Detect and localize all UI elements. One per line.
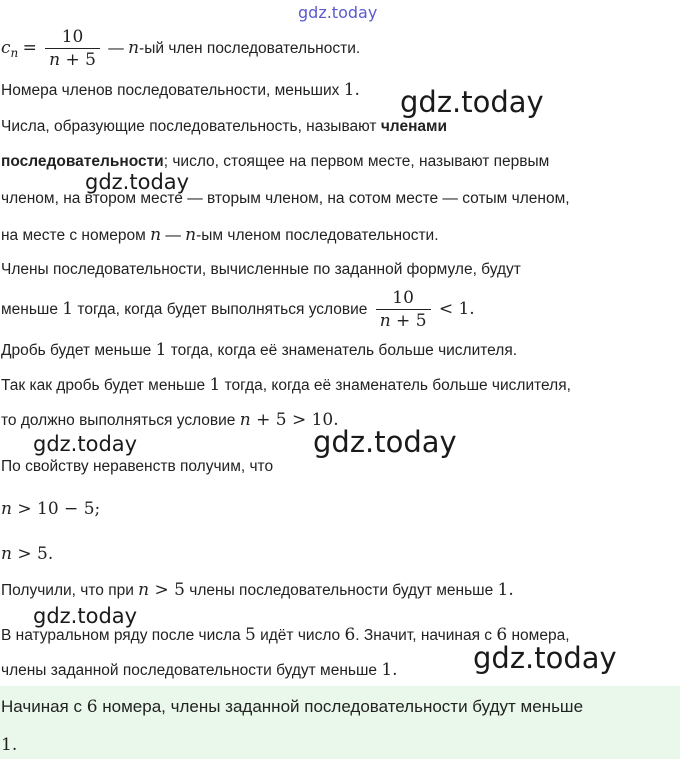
formula-sub: n	[10, 46, 19, 61]
paragraph: Члены последовательности, вычисленные по заданной формуле, будут	[1, 261, 521, 278]
paragraph: члены заданной последовательности будут меньше 1.	[1, 660, 398, 680]
answer-line: 1.	[1, 735, 18, 755]
paragraph: В натуральном ряду после числа 5 идёт число 6. Значит, начиная с 6 номера,	[1, 625, 570, 645]
answer-box	[0, 686, 680, 759]
watermark: gdz.today	[85, 170, 190, 194]
paragraph-with-fraction: меньше 1 тогда, когда будет выполняться условие $\frac{10}{n + 5}$ < 1.	[1, 288, 475, 332]
paragraph: Дробь будет меньше 1 тогда, когда её знаменатель больше числителя.	[1, 340, 518, 360]
formula-tail: -ый член последовательности.	[139, 40, 361, 57]
answer-line: Начиная с 6 номера, члены заданной последовательности будут меньше	[1, 697, 584, 717]
paragraph: По свойству неравенств получим, что	[1, 458, 274, 475]
fraction-numerator: 10	[45, 26, 100, 49]
watermark: gdz.today	[400, 85, 544, 119]
watermark: gdz.today	[33, 604, 138, 628]
paragraph: Номера членов последовательности, меньших 1.	[1, 80, 360, 100]
math-line: n > 5.	[1, 544, 54, 564]
condition-fraction: $\frac{10}{n + 5}$	[376, 287, 431, 332]
paragraph: Числа, образующие последовательность, называют членами	[1, 118, 448, 135]
paragraph: Так как дробь будет меньше 1 тогда, когда её знаменатель больше числителя,	[1, 375, 571, 395]
fraction-denominator: n + 5	[49, 50, 96, 71]
formula-fraction	[45, 26, 100, 71]
paragraph: Получили, что при n > 5 члены последовательности будут меньше 1.	[1, 580, 514, 600]
paragraph: членом, на втором месте — вторым членом, на сотом месте — сотым членом,	[1, 190, 570, 207]
formula-var: c	[1, 38, 11, 58]
paragraph: на месте с номером n — n-ым членом последовательности.	[1, 225, 439, 245]
formula-dash: —	[108, 40, 124, 57]
math-line: n > 10 − 5;	[1, 499, 101, 519]
watermark: gdz.today	[313, 425, 457, 459]
watermark-top: gdz.today	[298, 3, 378, 22]
watermark: gdz.today	[33, 432, 138, 456]
watermark: gdz.today	[473, 641, 617, 675]
formula-eq: =	[22, 38, 37, 58]
paragraph: то должно выполняться условие n + 5 > 10.	[1, 410, 339, 430]
sequence-formula	[1, 24, 360, 77]
paragraph: последовательности; число, стоящее на первом месте, называют первым	[1, 153, 550, 170]
formula-n: n	[128, 38, 140, 58]
